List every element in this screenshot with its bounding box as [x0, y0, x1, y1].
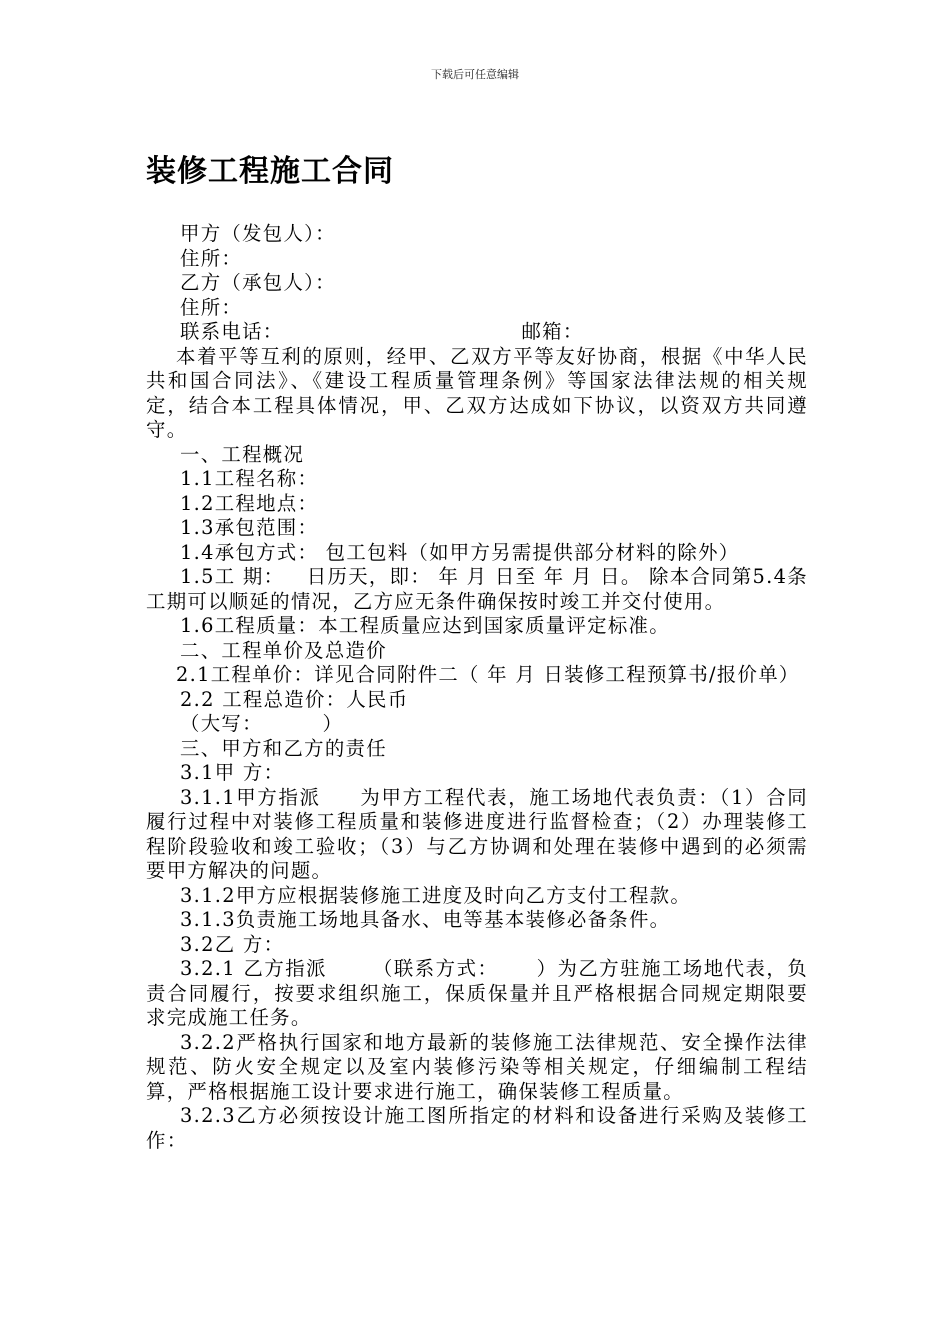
contract-body [146, 222, 808, 1153]
clause-3-1-1: 3.1.1甲方指派 为甲方工程代表，施工场地代表负责：（1）合同履行过程中对装修工程质量和装修进度进行监督检查；（2）办理装修工程阶段验收和竣工验收；（3）与乙方协调和处理在装修中遇到的必须需要甲方解决的问题。 [146, 785, 808, 882]
clause-2-2: 2.2 工程总造价：人民币 [180, 687, 409, 711]
contact-line [146, 320, 808, 345]
clause-3-2-3: 3.2.3乙方必须按设计施工图所指定的材料和设备进行采购及装修工作： [146, 1104, 808, 1152]
party-b-line: 乙方（承包人）： [180, 271, 336, 294]
phone-label: 联系电话： [180, 320, 284, 343]
preamble-paragraph: 本着平等互利的原则，经甲、乙双方平等友好协商，根据《中华人民共和国合同法》、《建设工程质量管理条例》等国家法律法规的相关规定，结合本工程具体情况，甲、乙双方达成如下协议，以资双方共同遵守。 [146, 344, 808, 441]
clause-1-4: 1.4承包方式： 包工包料（如甲方另需提供部分材料的除外） [180, 540, 740, 564]
email-label: 邮箱： [521, 320, 584, 343]
clause-1-5: 1.5工 期： 日历天，即： 年 月 日至 年 月 日。 除本合同第5.4条工期可以顺延的情况，乙方应无条件确保按时竣工并交付使用。 [146, 565, 808, 613]
clause-1-1: 1.1工程名称： [180, 467, 319, 490]
party-a-line: 甲方（发包人）： [180, 222, 336, 245]
header-note: 下载后可任意编辑 [431, 68, 519, 81]
document-title: 装修工程施工合同 [146, 154, 394, 189]
clause-1-3: 1.3承包范围： [180, 516, 319, 539]
section-1-heading: 一、工程概况 [180, 442, 305, 466]
clause-1-6: 1.6工程质量：本工程质量应达到国家质量评定标准。 [180, 614, 670, 637]
clause-3-2-2: 3.2.2严格执行国家和地方最新的装修施工法律规范、安全操作法律规范、防火安全规定以及室内装修污染等相关规定，仔细编制工程结算，严格根据施工设计要求进行施工，确保装修工程质量。 [146, 1030, 808, 1103]
clause-1-2: 1.2工程地点： [180, 491, 319, 515]
clause-3-1: 3.1甲 方： [180, 761, 285, 784]
clause-3-1-2: 3.1.2甲方应根据装修施工进度及时向乙方支付工程款。 [180, 883, 692, 907]
clause-3-2: 3.2乙 方： [180, 932, 285, 956]
party-b-address-line: 住所： [180, 295, 243, 319]
party-a-address-line: 住所： [180, 246, 243, 270]
clause-2-1: 2.1工程单价：详见合同附件二（ 年 月 日装修工程预算书/报价单） [176, 663, 800, 686]
clause-2-2-capital: （大写： ） [180, 712, 344, 735]
section-3-heading: 三、甲方和乙方的责任 [180, 736, 387, 760]
clause-3-2-1: 3.2.1 乙方指派 （联系方式： ）为乙方驻施工场地代表，负责合同履行，按要求组织施工，保质保量并且严格根据合同规定期限要求完成施工任务。 [146, 957, 808, 1029]
clause-3-1-3: 3.1.3负责施工场地具备水、电等基本装修必备条件。 [180, 908, 671, 931]
section-2-heading: 二、工程单价及总造价 [180, 638, 387, 662]
